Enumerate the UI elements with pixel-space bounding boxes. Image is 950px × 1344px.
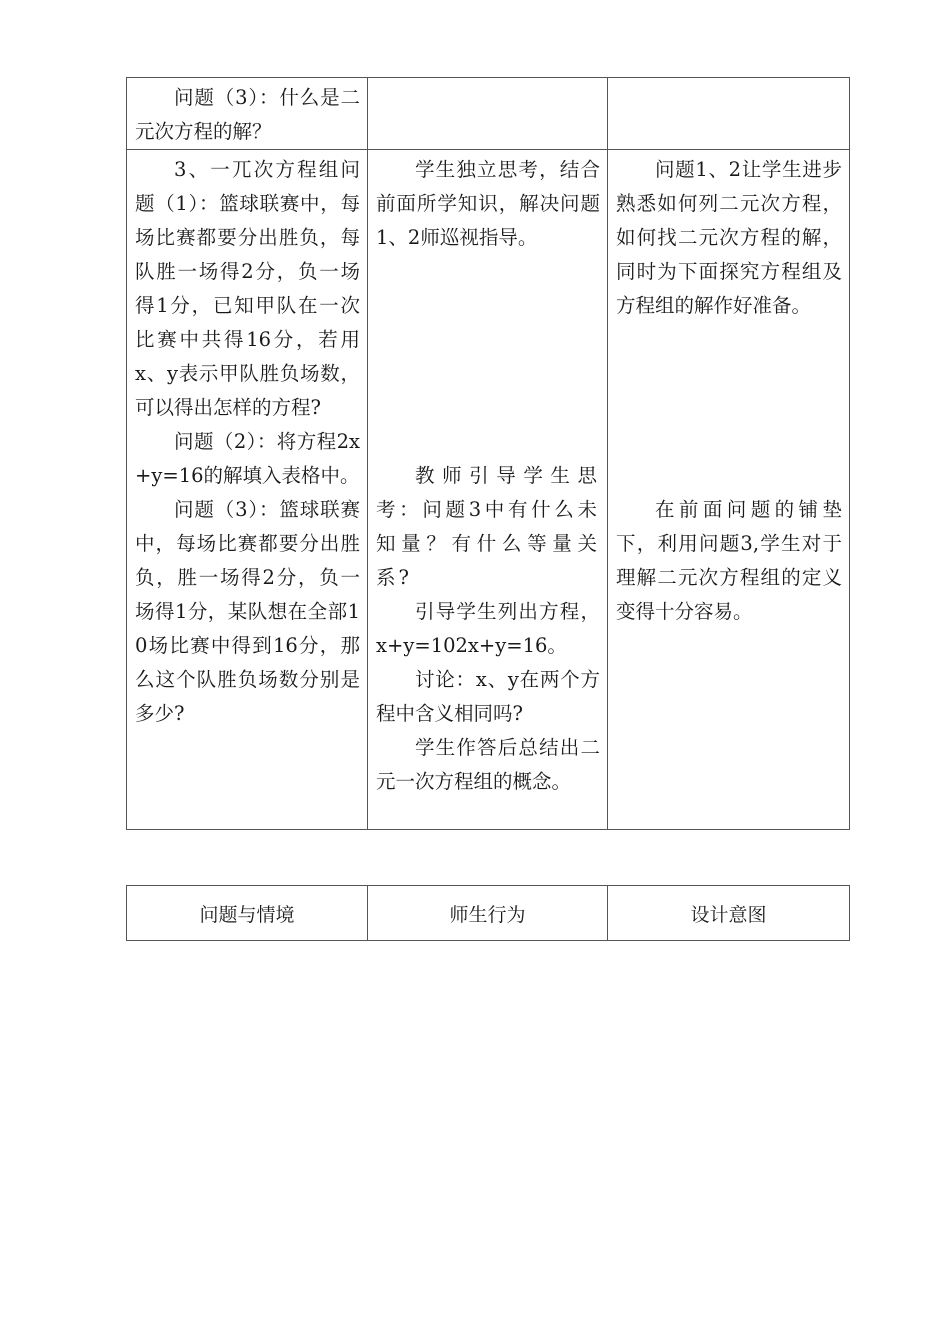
problem-2-text: 问题（2）：将方程2x+y=16的解填入表格中。 [135, 430, 360, 487]
header-problem-situation: 问题与情境 [127, 886, 368, 941]
activity-cell-main [368, 150, 608, 830]
intent-cell-top [608, 78, 850, 150]
intent-problem-3: 在前面问题的铺垫下，利用问题3,学生对于理解二元次方程组的定义变得十分容易。 [616, 498, 842, 623]
header-row [127, 886, 850, 941]
header-teacher-student-behavior: 师生行为 [368, 886, 608, 941]
intent-problem-1-2: 问题1、2让学生进步熟悉如何列二元次方程，如何找二元次方程的解，同时为下面探究方程组及方程组的解作好准备。 [616, 158, 842, 317]
intent-cell-main [608, 150, 850, 830]
activity-equations: 引导学生列出方程，x+y=102x+y=16。 [376, 600, 600, 657]
activity-independent-thinking: 学生独立思考，结合前面所学知识，解决问题1、2师巡视指导。 [376, 158, 600, 249]
header-table [126, 885, 850, 941]
table-row-top [127, 78, 850, 150]
problem-cell-main [127, 150, 368, 830]
problem-3-text: 问题（3）：篮球联赛中，每场比赛都要分出胜负，胜一场得2分，负一场得1分，某队想在全部10场比赛中得到16分，那么这个队胜负场数分别是多少? [135, 498, 360, 725]
header-design-intent: 设计意图 [608, 886, 850, 941]
table-row-main [127, 150, 850, 830]
activity-cell-top [368, 78, 608, 150]
problem-3-solution-question: 问题（3）：什么是二元次方程的解？ [135, 86, 360, 143]
activity-discussion: 讨论：x、y在两个方程中含义相同吗? [376, 668, 600, 725]
lesson-table [126, 77, 850, 830]
problem-cell-top [127, 78, 368, 150]
problem-1-text: 3、一兀次方程组问题（1）：篮球联赛中，每场比赛都要分出胜负，每队胜一场得2分，负一场得1分，已知甲队在一次比赛中共得16分，若用x、y表示甲队胜负场数，可以得出怎样的方程? [135, 158, 360, 419]
activity-summary: 学生作答后总结出二元一次方程组的概念。 [376, 736, 600, 793]
activity-teacher-guide: 教师引导学生思考：问题3中有什么未知量？有什么等量关系? [376, 464, 600, 589]
